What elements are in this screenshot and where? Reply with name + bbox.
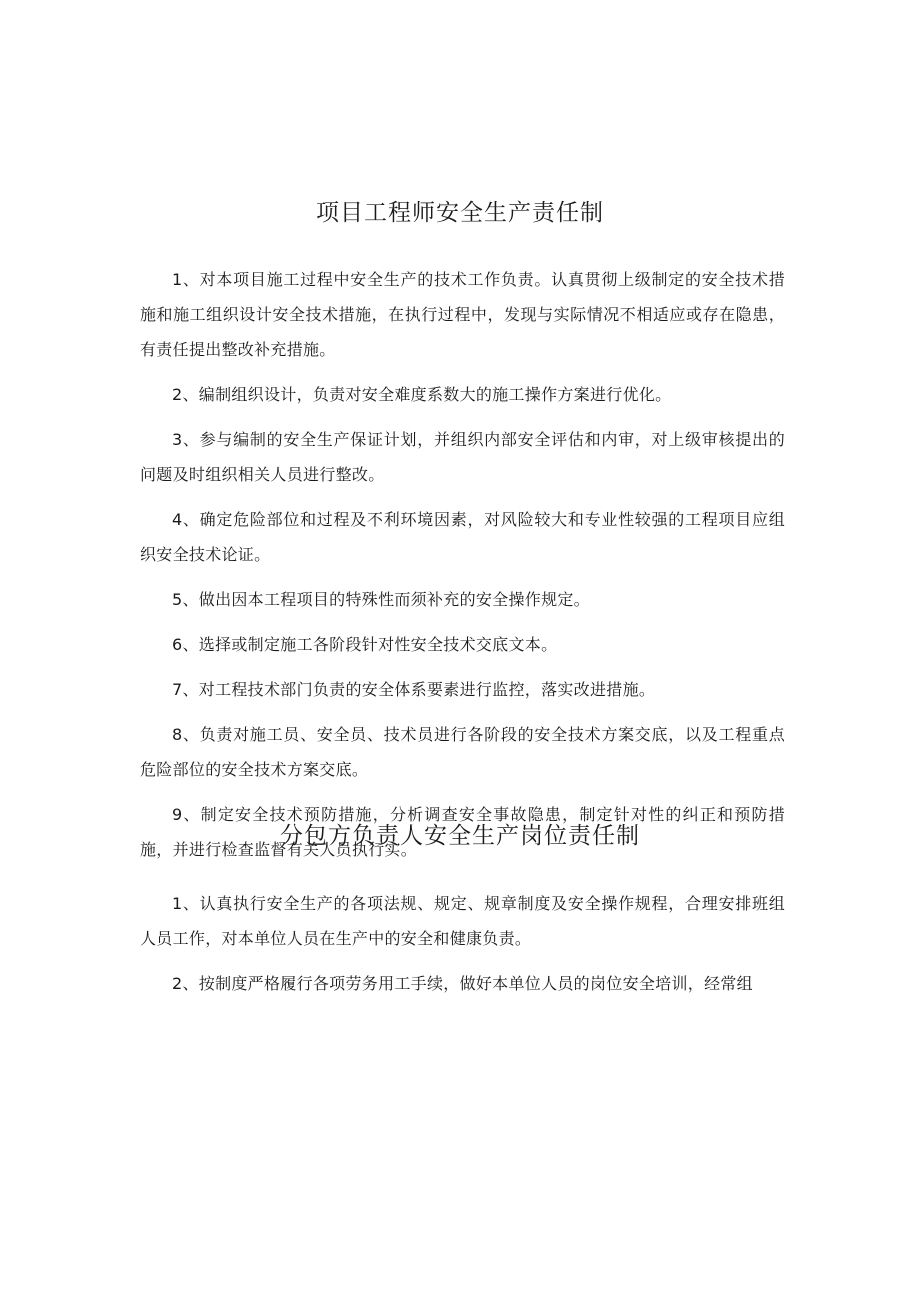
paragraph-item-5: 5、做出因本工程项目的特殊性而须补充的安全操作规定。 [172,590,590,609]
section-title-subcontractor: 分包方负责人安全生产岗位责任制 [280,823,640,849]
paragraph-item-6: 6、选择或制定施工各阶段针对性安全技术交底文本。 [172,635,558,654]
section-subcontractor-responsibilities [140,886,785,1011]
paragraph-item-3: 3、参与编制的安全生产保证计划，并组织内部安全评估和内审，对上级审核提出的问题及时组织相关人员进行整改。 [140,430,785,484]
paragraph-item-9: 9、制定安全技术预防措施，分析调查安全事故隐患，制定针对性的纠正和预防措施，并进行检查监督有关人员执行实。 [140,805,785,859]
paragraph-item-8: 8、负责对施工员、安全员、技术员进行各阶段的安全技术方案交底，以及工程重点危险部位的安全技术方案交底。 [140,725,785,779]
paragraph-item-2: 2、编制组织设计，负责对安全难度系数大的施工操作方案进行优化。 [172,385,672,404]
paragraph-item-7: 7、对工程技术部门负责的安全体系要素进行监控，落实改进措施。 [172,680,656,699]
paragraph-item-1: 1、对本项目施工过程中安全生产的技术工作负责。认真贯彻上级制定的安全技术措施和施工组织设计安全技术措施，在执行过程中，发现与实际情况不相适应或存在隐患，有责任提出整改补充措施。 [140,270,785,359]
paragraph-item-2: 2、按制度严格履行各项劳务用工手续，做好本单位人员的岗位安全培训，经常组 [172,974,753,993]
paragraph-item-1: 1、认真执行安全生产的各项法规、规定、规章制度及安全操作规程，合理安排班组人员工作，对本单位人员在生产中的安全和健康负责。 [140,894,785,948]
section-title-engineer: 项目工程师安全生产责任制 [316,200,604,226]
section-engineer-responsibilities [140,262,785,877]
paragraph-item-4: 4、确定危险部位和过程及不利环境因素，对风险较大和专业性较强的工程项目应组织安全技术论证。 [140,510,785,564]
